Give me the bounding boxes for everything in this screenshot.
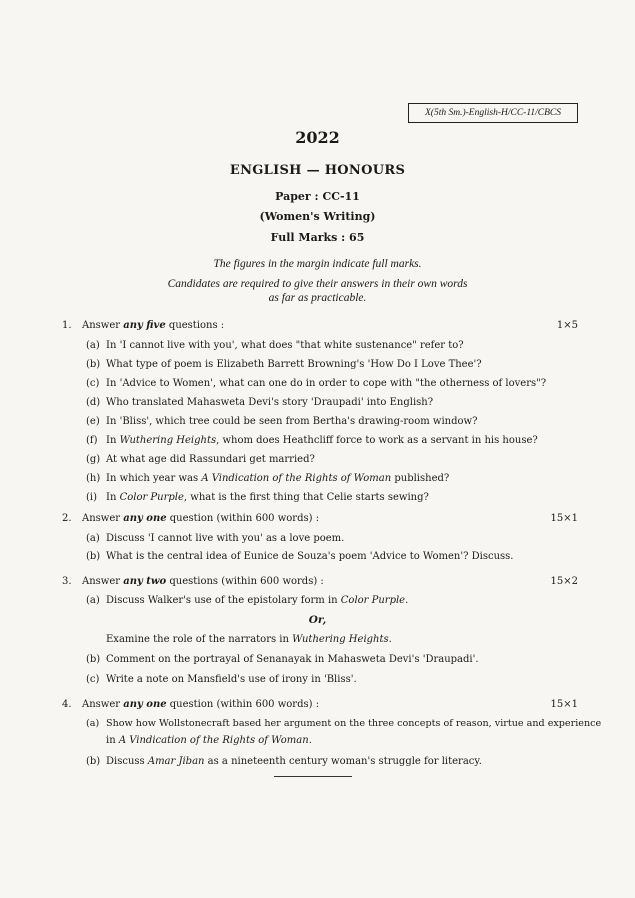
subject-title: ENGLISH — HONOURS <box>229 163 406 178</box>
question-number: 3. <box>62 576 72 587</box>
question-marks: 1×5 <box>556 320 578 331</box>
book-title: Color Purple <box>340 595 406 606</box>
question-marks: 15×1 <box>550 699 578 710</box>
book-title: Amar Jiban <box>147 756 205 767</box>
question-instruction: Answer any five questions : <box>82 320 225 331</box>
paper-number: Paper : CC-11 <box>275 190 360 203</box>
book-title: Color Purple <box>119 492 184 503</box>
candidates-note-line2: as far as practicable. <box>268 292 367 304</box>
question-instruction: Answer any two questions (within 600 words) : <box>82 576 324 587</box>
book-title: A Vindication of the Rights of Woman <box>201 473 392 484</box>
full-marks: Full Marks : 65 <box>270 231 365 244</box>
question-marks: 15×2 <box>550 576 578 587</box>
paper-code-box: X(5th Sm.)-English-H/CC-11/CBCS <box>408 103 578 123</box>
exam-year: 2022 <box>295 128 340 147</box>
question-marks: 15×1 <box>550 513 578 524</box>
paper-title: (Women's Writing) <box>259 210 376 223</box>
question-instruction: Answer any one question (within 600 words) : <box>82 699 320 710</box>
question-number: 4. <box>62 699 72 710</box>
book-title: Wuthering Heights <box>292 634 389 645</box>
exam-page: X(5th Sm.)-English-H/CC-11/CBCS 2022 ENGLISH — HONOURS Paper : CC-11 (Women's Writing) Full Marks : 65 The figures in the margin indicate full marks. Candidates are required to give their answers in their own words as far as practicable. 1. Answer any five questions : 1×5 (a) In 'I cannot live with you', what does "that white sustenance" refer to? (b) What type of poem is Elizabeth Barrett Browning's 'How Do I Love Thee'? (c) In 'Advice to Women', what can one do in order to cope with "the otherness of lovers"? (d) Who translated Mahasweta Devi's story 'Draupadi' into English? (e) In 'Bliss', which tree could be seen from Bertha's drawing-room window? (f) In Wuthering Heights, whom does Heathcliff force to work as a servant in his house? (g) At what age did Rassundari get married? (h) In which year was A Vindication of the Rights of Woman published? (i) In Color Purple, what is the first thing that Celie starts sewing? 2. Answer any one question (within 600 words) : 15×1 (a) Discuss 'I cannot live with you' as a love poem. (b) What is the central idea of Eunice de Souza's poem 'Advice to Women'? Discuss. 3. Answer any two questions (within 600 words) : 15×2 (a) Discuss Walker's use of the epistolary form in Color Purple. Or, Examine the role of the narrators in Wuthering Heights. (b) Comment on the portrayal of Senanayak in Mahasweta Devi's 'Draupadi'. (c) Write a note on Mansfield's use of irony in 'Bliss'. 4. Answer any one question (within 600 words) : 15×1 (a) Show how Wollstonecraft based her argument on the three concepts of reason, virtue and experience in A Vindication of the Rights of Woman. (b) Discuss Amar Jiban as a nineteenth century woman's struggle for literacy. <box>0 0 635 898</box>
or-separator: Or, <box>308 614 327 626</box>
end-divider <box>274 776 352 777</box>
book-title: Wuthering Heights <box>119 435 217 446</box>
book-title: A Vindication of the Rights of Woman <box>118 735 309 746</box>
margin-note: The figures in the margin indicate full marks. <box>213 258 422 270</box>
question-number: 2. <box>62 513 72 524</box>
candidates-note-line1: Candidates are required to give their answers in their own words <box>167 278 468 290</box>
question-number: 1. <box>62 320 72 331</box>
question-instruction: Answer any one question (within 600 words) : <box>82 513 320 524</box>
